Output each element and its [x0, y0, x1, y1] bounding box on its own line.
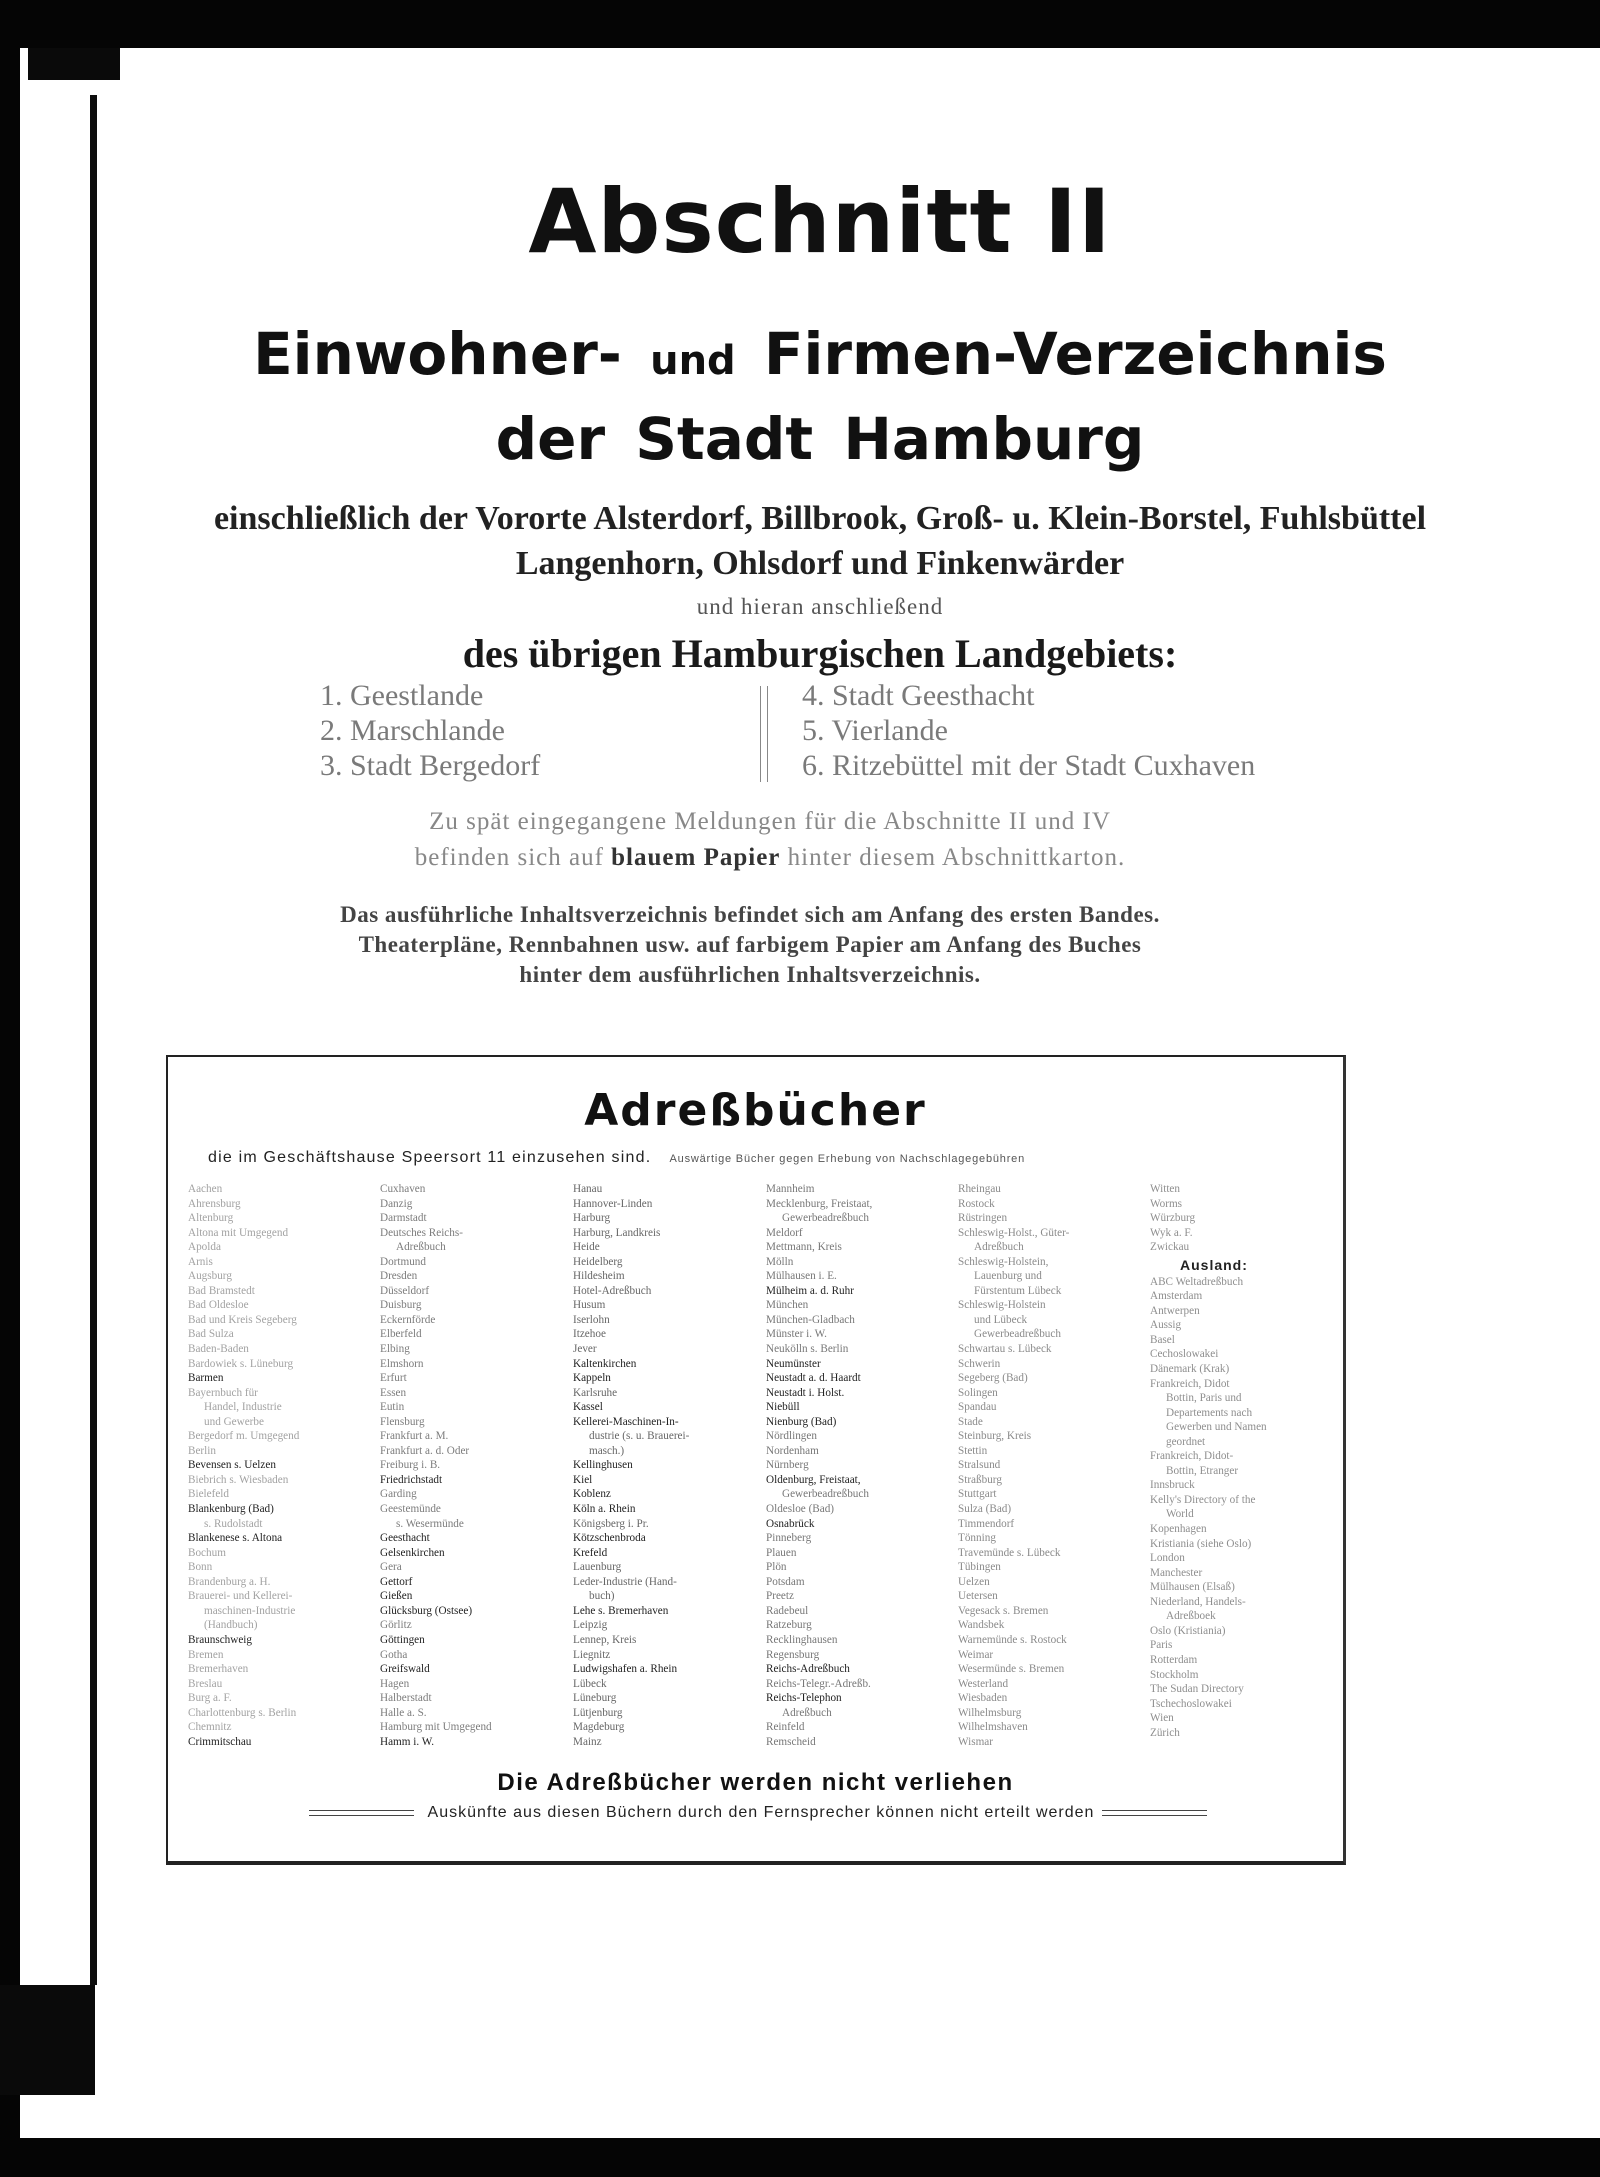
address-book-entry: Travemünde s. Lübeck [958, 1546, 1061, 1559]
double-rule [1102, 1810, 1207, 1816]
address-book-entry: Gettorf [380, 1575, 413, 1588]
address-book-entry: Departements nach [1166, 1406, 1253, 1419]
address-book-entry: Harburg [573, 1212, 611, 1225]
address-book-entry: Garding [380, 1488, 417, 1501]
address-book-entry: Neumünster [766, 1357, 821, 1370]
address-book-entry: Oslo (Kristiania) [1150, 1624, 1226, 1637]
address-book-entry: Neustadt i. Holst. [766, 1386, 845, 1399]
region-list-left [320, 678, 540, 783]
contents-notice-line-2: Theaterpläne, Rennbahnen usw. auf farbigem Papier am Anfang des Buches [358, 932, 1142, 957]
address-book-entry: Tübingen [958, 1561, 1001, 1574]
address-books-fee-note: Auswärtige Bücher gegen Erhebung von Nachschlagegebühren [669, 1153, 1025, 1165]
city-title: der Stadt Hamburg [495, 405, 1145, 473]
address-book-entry: Charlottenburg s. Berlin [188, 1706, 297, 1719]
address-book-entry: Frankfurt a. d. Oder [380, 1444, 470, 1457]
address-book-entry: Frankfurt a. M. [380, 1430, 449, 1443]
connector-text: und hieran anschließend [696, 594, 944, 619]
address-book-entry: Warnemünde s. Rostock [958, 1633, 1067, 1646]
address-book-entry: Stockholm [1150, 1668, 1199, 1681]
section-title: Abschnitt II [528, 170, 1112, 273]
address-book-entry: Wiesbaden [958, 1692, 1008, 1705]
address-book-entry: Erfurt [380, 1372, 407, 1385]
address-book-entry: Vegesack s. Bremen [958, 1604, 1049, 1617]
address-book-entry: Sulza (Bad) [958, 1503, 1012, 1516]
address-book-entry: Kelly's Directory of the [1150, 1493, 1256, 1506]
address-book-entry: Westerland [958, 1677, 1009, 1690]
address-books-heading: Adreßbücher [584, 1085, 927, 1136]
address-book-entry: Ludwigshafen a. Rhein [573, 1663, 678, 1676]
address-book-entry: (Handbuch) [204, 1619, 258, 1632]
address-book-entry: Geesthacht [380, 1532, 430, 1545]
address-book-entry: Gießen [380, 1590, 413, 1603]
address-book-entry: Lüneburg [573, 1692, 617, 1705]
address-book-entry: Königsberg i. Pr. [573, 1517, 649, 1530]
address-book-entry: Flensburg [380, 1415, 425, 1428]
address-book-entry: Witten [1150, 1183, 1180, 1195]
address-book-entry: Iserlohn [573, 1313, 610, 1326]
address-book-entry: Brauerei- und Kellerei- [188, 1590, 293, 1603]
abroad-list [1150, 1275, 1340, 1741]
late-notice-line-1: Zu spät eingegangene Meldungen für die Abschnitte II und IV [429, 808, 1111, 835]
address-book-entry: Segeberg (Bad) [958, 1372, 1028, 1385]
address-book-entry: Hotel-Adreßbuch [573, 1284, 652, 1297]
address-book-entry: Oldenburg, Freistaat, [766, 1473, 861, 1486]
address-book-entry: Barmen [188, 1372, 224, 1385]
address-book-entry: Wien [1150, 1712, 1174, 1725]
address-book-entry: Bottin, Etranger [1166, 1464, 1239, 1477]
address-book-entry: Rotterdam [1150, 1653, 1198, 1666]
address-book-entry: Steinburg, Kreis [958, 1430, 1032, 1443]
address-book-entry: Tschechoslowakei [1150, 1697, 1232, 1710]
address-book-entry: Regensburg [766, 1648, 820, 1661]
address-book-entry: Elmshorn [380, 1357, 424, 1370]
address-book-entry: Mülhausen (Elsaß) [1150, 1581, 1235, 1594]
address-book-entry: Niederland, Handels- [1150, 1595, 1246, 1608]
binding-edge [90, 95, 97, 1985]
region-item: 1. Geestlande [320, 679, 484, 712]
directory-title-part2: Firmen-Verzeichnis [763, 320, 1387, 388]
address-book-entry: Mülheim a. d. Ruhr [766, 1284, 854, 1297]
address-book-entry: Mölln [766, 1255, 794, 1268]
address-book-entry: Stettin [958, 1444, 988, 1457]
phone-notice [198, 1804, 1318, 1822]
address-book-entry: Stade [958, 1415, 983, 1428]
address-book-entry: dustrie (s. u. Brauerei- [589, 1430, 690, 1443]
address-book-entry: Wesermünde s. Bremen [958, 1663, 1065, 1676]
address-book-entry: Hanau [573, 1183, 603, 1195]
address-book-entry: Kappeln [573, 1372, 611, 1385]
late-notice [360, 804, 1180, 876]
address-book-entry: London [1150, 1552, 1185, 1565]
address-book-entry: Antwerpen [1150, 1304, 1200, 1317]
address-book-entry: Hagen [380, 1677, 410, 1690]
address-book-entry: Greifswald [380, 1663, 430, 1676]
city-list-top [1150, 1182, 1340, 1255]
address-book-entry: Görlitz [380, 1619, 412, 1632]
address-book-entry: Innsbruck [1150, 1479, 1195, 1492]
address-book-entry: Wyk a. F. [1150, 1226, 1193, 1239]
address-book-entry: Schwartau s. Lübeck [958, 1343, 1052, 1356]
address-book-entry: Berlin [188, 1444, 216, 1457]
address-book-entry: Niebüll [766, 1401, 800, 1414]
address-book-entry: Wismar [958, 1735, 993, 1748]
address-book-entry: Duisburg [380, 1299, 422, 1312]
address-book-entry: Fürstentum Lübeck [974, 1284, 1062, 1297]
address-book-entry: Spandau [958, 1401, 997, 1414]
address-book-entry: Itzehoe [573, 1328, 606, 1341]
region-divider [760, 686, 768, 782]
address-book-entry: Ratzeburg [766, 1619, 812, 1632]
address-book-entry: Jever [573, 1343, 597, 1356]
city-column-abroad [1150, 1182, 1340, 1740]
address-book-entry: Bad Sulza [188, 1328, 234, 1341]
address-book-entry: Gewerbeadreßbuch [974, 1328, 1061, 1341]
address-book-entry: Gelsenkirchen [380, 1546, 445, 1559]
address-book-entry: Blankenburg (Bad) [188, 1503, 274, 1516]
address-book-entry: Adreßbuch [782, 1706, 832, 1719]
not-lent-notice: Die Adreßbücher werden nicht verliehen [497, 1769, 1014, 1796]
address-book-entry: Altona mit Umgegend [188, 1226, 289, 1239]
address-book-entry: masch.) [589, 1444, 625, 1457]
address-book-entry: Frankreich, Didot [1150, 1377, 1230, 1390]
address-book-entry: Baden-Baden [188, 1343, 249, 1356]
address-book-entry: Kellinghusen [573, 1459, 633, 1472]
address-book-entry: Gewerbeadreßbuch [782, 1212, 869, 1225]
address-book-entry: Adreßbuch [974, 1241, 1024, 1254]
address-book-entry: Wilhelmsburg [958, 1706, 1022, 1719]
address-book-entry: Aachen [188, 1183, 223, 1195]
address-book-entry: Koblenz [573, 1488, 611, 1501]
address-book-entry: Basel [1150, 1333, 1175, 1346]
address-book-entry: Rheingau [958, 1183, 1001, 1195]
address-book-entry: Mannheim [766, 1183, 815, 1195]
address-books-columns [188, 1182, 1338, 1764]
address-book-entry: Handel, Industrie [204, 1401, 282, 1414]
address-book-entry: Deutsches Reichs- [380, 1226, 463, 1239]
late-notice-text: befinden sich auf [414, 844, 604, 871]
address-book-entry: Stuttgart [958, 1488, 997, 1501]
address-book-entry: maschinen-Industrie [204, 1604, 296, 1617]
address-book-entry: The Sudan Directory [1150, 1683, 1244, 1696]
address-book-entry: Bergedorf m. Umgegend [188, 1430, 300, 1443]
region-item: 5. Vierlande [802, 714, 948, 747]
address-book-entry: s. Wesermünde [396, 1517, 464, 1530]
address-book-entry: Arnis [188, 1255, 213, 1268]
address-book-entry: Lehe s. Bremerhaven [573, 1604, 669, 1617]
region-item: 2. Marschlande [320, 714, 505, 747]
address-book-entry: Liegnitz [573, 1648, 611, 1661]
address-book-entry: Elbing [380, 1343, 410, 1356]
address-book-entry: Wandsbek [958, 1619, 1005, 1632]
address-book-entry: Bad und Kreis Segeberg [188, 1313, 297, 1326]
address-book-entry: Münster i. W. [766, 1328, 827, 1341]
address-book-entry: Preetz [766, 1590, 794, 1603]
directory-title-part1: Einwohner- [253, 320, 622, 388]
late-notice-text: hinter diesem Abschnittkarton. [787, 844, 1126, 871]
suburbs-line-1: einschließlich der Vororte Alsterdorf, Billbrook, Groß- u. Klein-Borstel, Fuhlsbüttel [213, 500, 1427, 537]
address-book-entry: Osnabrück [766, 1517, 815, 1530]
address-book-entry: Schleswig-Holst., Güter- [958, 1226, 1070, 1239]
address-book-entry: Neukölln s. Berlin [766, 1343, 849, 1356]
city-column [380, 1182, 570, 1749]
address-book-entry: Reichs-Adreßbuch [766, 1663, 850, 1676]
contents-notice [280, 900, 1220, 990]
address-book-entry: Bad Oldesloe [188, 1299, 249, 1312]
address-book-entry: Schleswig-Holstein [958, 1299, 1046, 1312]
address-book-entry: Nürnberg [766, 1459, 809, 1472]
address-book-entry: ABC Weltadreßbuch [1150, 1275, 1244, 1288]
region-list [320, 678, 1360, 788]
address-book-entry: Solingen [958, 1386, 998, 1399]
region-item: 4. Stadt Geesthacht [802, 679, 1035, 712]
address-book-entry: Apolda [188, 1241, 221, 1254]
contents-notice-line-1: Das ausführliche Inhaltsverzeichnis befindet sich am Anfang des ersten Bandes. [340, 902, 1160, 927]
address-book-entry: Kellerei-Maschinen-In- [573, 1415, 679, 1428]
address-book-entry: Harburg, Landkreis [573, 1226, 661, 1239]
address-books-location: die im Geschäftshause Speersort 11 einzusehen sind. [208, 1149, 652, 1166]
address-book-entry: Kassel [573, 1401, 603, 1414]
directory-title [120, 320, 1520, 388]
address-book-entry: Dänemark (Krak) [1150, 1363, 1230, 1376]
address-book-entry: Halle a. S. [380, 1706, 427, 1719]
address-book-entry: Heidelberg [573, 1255, 623, 1268]
city-column [188, 1182, 378, 1749]
city-column [766, 1182, 956, 1749]
address-book-entry: Weimar [958, 1648, 994, 1661]
address-book-entry: Adreßboek [1166, 1610, 1216, 1623]
address-books-box [166, 1055, 1346, 1865]
address-book-entry: Hannover-Linden [573, 1197, 653, 1210]
address-book-entry: Husum [573, 1299, 606, 1312]
address-book-entry: Rüstringen [958, 1212, 1008, 1225]
late-notice-emphasis: blauem Papier [611, 844, 781, 871]
address-book-entry: Elberfeld [380, 1328, 422, 1341]
address-book-entry: Cechoslowakei [1150, 1348, 1219, 1361]
address-book-entry: Rostock [958, 1197, 995, 1210]
address-book-entry: und Gewerbe [204, 1415, 264, 1428]
address-book-entry: Heide [573, 1241, 600, 1254]
address-book-entry: Oldesloe (Bad) [766, 1503, 835, 1516]
region-item: 6. Ritzebüttel mit der Stadt Cuxhaven [802, 749, 1256, 782]
address-book-entry: Düsseldorf [380, 1284, 430, 1297]
abroad-heading: Ausland: [1180, 1256, 1248, 1273]
address-book-entry: Frankreich, Didot- [1150, 1450, 1234, 1463]
address-book-entry: Radebeul [766, 1604, 809, 1617]
city-column [573, 1182, 763, 1749]
address-book-entry: Recklinghausen [766, 1633, 838, 1646]
binding-tab [28, 48, 120, 80]
address-book-entry: Uelzen [958, 1575, 990, 1588]
address-book-entry: Leder-Industrie (Hand- [573, 1575, 677, 1588]
address-book-entry: Darmstadt [380, 1212, 427, 1225]
region-heading: des übrigen Hamburgischen Landgebiets: [462, 631, 1178, 676]
address-book-entry: Amsterdam [1150, 1290, 1203, 1303]
address-book-entry: buch) [589, 1590, 615, 1603]
address-book-entry: Eutin [380, 1401, 405, 1414]
address-book-entry: Pinneberg [766, 1532, 812, 1545]
address-book-entry: Gewerbeadreßbuch [782, 1488, 869, 1501]
address-book-entry: Hamm i. W. [380, 1735, 435, 1748]
late-notice-line-2 [360, 840, 1180, 876]
region-list-right [802, 678, 1255, 783]
address-book-entry: Reichs-Telegr.-Adreßb. [766, 1677, 871, 1690]
address-book-entry: Stralsund [958, 1459, 1001, 1472]
address-book-entry: Nordenham [766, 1444, 819, 1457]
address-book-entry: Cuxhaven [380, 1183, 426, 1195]
address-book-entry: Adreßbuch [396, 1241, 446, 1254]
address-book-entry: Bremerhaven [188, 1663, 249, 1676]
address-book-entry: Leipzig [573, 1619, 608, 1632]
address-book-entry: s. Rudolstadt [204, 1517, 263, 1530]
address-book-entry: Timmendorf [958, 1517, 1015, 1530]
address-book-entry: Potsdam [766, 1575, 805, 1588]
address-book-entry: Biebrich s. Wiesbaden [188, 1473, 289, 1486]
address-book-entry: Uetersen [958, 1590, 998, 1603]
address-book-entry: Nienburg (Bad) [766, 1415, 837, 1428]
address-book-entry: Karlsruhe [573, 1386, 618, 1399]
address-book-entry: Geestemünde [380, 1503, 441, 1516]
address-book-entry: Meldorf [766, 1226, 803, 1239]
address-book-entry: Essen [380, 1386, 407, 1399]
address-book-entry: Schwerin [958, 1357, 1001, 1370]
address-book-entry: Eckernförde [380, 1313, 436, 1326]
address-book-entry: Bonn [188, 1561, 213, 1574]
address-book-entry: Freiburg i. B. [380, 1459, 441, 1472]
address-book-entry: geordnet [1166, 1435, 1206, 1448]
address-book-entry: Lübeck [573, 1677, 607, 1690]
address-book-entry: Breslau [188, 1677, 223, 1690]
address-book-entry: Straßburg [958, 1473, 1002, 1486]
address-book-entry: Bardowiek s. Lüneburg [188, 1357, 294, 1370]
address-book-entry: Augsburg [188, 1270, 232, 1283]
double-rule [309, 1810, 414, 1816]
address-book-entry: Hildesheim [573, 1270, 625, 1283]
address-book-entry: Mainz [573, 1735, 602, 1748]
address-book-entry: Zwickau [1150, 1241, 1190, 1254]
address-book-entry: Halberstadt [380, 1692, 432, 1705]
address-book-entry: Gera [380, 1561, 402, 1574]
address-book-entry: Schleswig-Holstein, [958, 1255, 1049, 1268]
address-book-entry: Göttingen [380, 1633, 425, 1646]
address-book-entry: Krefeld [573, 1546, 608, 1559]
address-book-entry: Bielefeld [188, 1488, 230, 1501]
address-book-entry: Remscheid [766, 1735, 816, 1748]
address-book-entry: Manchester [1150, 1566, 1203, 1579]
address-book-entry: München-Gladbach [766, 1313, 855, 1326]
suburbs-line-2: Langenhorn, Ohlsdorf und Finkenwärder [515, 545, 1125, 582]
address-book-entry: Crimmitschau [188, 1735, 252, 1748]
address-book-entry: Bochum [188, 1546, 226, 1559]
scan-border [0, 2138, 1600, 2177]
address-book-entry: Bevensen s. Uelzen [188, 1459, 276, 1472]
address-book-entry: Hamburg mit Umgegend [380, 1721, 492, 1734]
address-book-entry: Bad Bramstedt [188, 1284, 255, 1297]
address-books-subheading [208, 1149, 1328, 1167]
address-book-entry: Kaltenkirchen [573, 1357, 637, 1370]
address-book-entry: Kötzschenbroda [573, 1532, 646, 1545]
address-book-entry: Mettmann, Kreis [766, 1241, 842, 1254]
address-book-entry: Lauenburg und [974, 1270, 1042, 1283]
address-book-entry: Mecklenburg, Freistaat, [766, 1197, 873, 1210]
address-book-entry: Zürich [1150, 1726, 1180, 1739]
address-book-entry: Dresden [380, 1270, 418, 1283]
binding-corner [0, 1985, 95, 2095]
address-book-entry: Reinfeld [766, 1721, 805, 1734]
address-book-entry: Lütjenburg [573, 1706, 623, 1719]
phone-notice-text: Auskünfte aus diesen Büchern durch den Fernsprecher können nicht erteilt werden [427, 1804, 1095, 1821]
address-book-entry: Bayernbuch für [188, 1386, 258, 1399]
directory-title-und: und [650, 338, 736, 384]
address-book-entry: Blankenese s. Altona [188, 1532, 283, 1545]
address-book-entry: Magdeburg [573, 1721, 625, 1734]
address-book-entry: Ahrensburg [188, 1197, 241, 1210]
address-book-entry: Brandenburg a. H. [188, 1575, 271, 1588]
address-book-entry: Wilhelmshaven [958, 1721, 1028, 1734]
address-book-entry: Paris [1150, 1639, 1173, 1652]
address-book-entry: Glücksburg (Ostsee) [380, 1604, 473, 1617]
address-book-entry: Kopenhagen [1150, 1523, 1207, 1536]
address-book-entry: Neustadt a. d. Haardt [766, 1372, 861, 1385]
address-book-entry: Aussig [1150, 1319, 1182, 1332]
address-book-entry: Kiel [573, 1473, 593, 1486]
address-book-entry: Kristiania (siehe Oslo) [1150, 1537, 1252, 1550]
city-column [958, 1182, 1148, 1749]
address-book-entry: Lauenburg [573, 1561, 622, 1574]
address-book-entry: Dortmund [380, 1255, 426, 1268]
address-book-entry: Würzburg [1150, 1212, 1196, 1225]
address-book-entry: Bremen [188, 1648, 224, 1661]
address-book-entry: Reichs-Telephon [766, 1692, 842, 1705]
address-book-entry: Braunschweig [188, 1633, 253, 1646]
address-book-entry: Plön [766, 1561, 787, 1574]
address-book-entry: Altenburg [188, 1212, 234, 1225]
address-book-entry: Chemnitz [188, 1721, 232, 1734]
address-book-entry: Tönning [958, 1532, 996, 1545]
address-book-entry: Mülhausen i. E. [766, 1270, 837, 1283]
contents-notice-line-3: hinter dem ausführlichen Inhaltsverzeichnis. [519, 962, 981, 987]
region-item: 3. Stadt Bergedorf [320, 749, 541, 782]
address-book-entry: Friedrichstadt [380, 1473, 443, 1486]
address-book-entry: Bottin, Paris und [1166, 1392, 1242, 1405]
address-book-entry: Gewerben und Namen [1166, 1421, 1267, 1434]
address-book-entry: Burg a. F. [188, 1692, 232, 1705]
address-book-entry: Plauen [766, 1546, 797, 1559]
address-book-entry: World [1166, 1508, 1194, 1521]
address-book-entry: Gotha [380, 1648, 408, 1661]
address-book-entry: Danzig [380, 1197, 413, 1210]
address-book-entry: Nördlingen [766, 1430, 817, 1443]
address-book-entry: Lennep, Kreis [573, 1633, 637, 1646]
address-book-entry: München [766, 1299, 809, 1312]
address-book-entry: und Lübeck [974, 1313, 1028, 1326]
address-book-entry: Köln a. Rhein [573, 1503, 636, 1516]
address-book-entry: Worms [1150, 1197, 1183, 1210]
